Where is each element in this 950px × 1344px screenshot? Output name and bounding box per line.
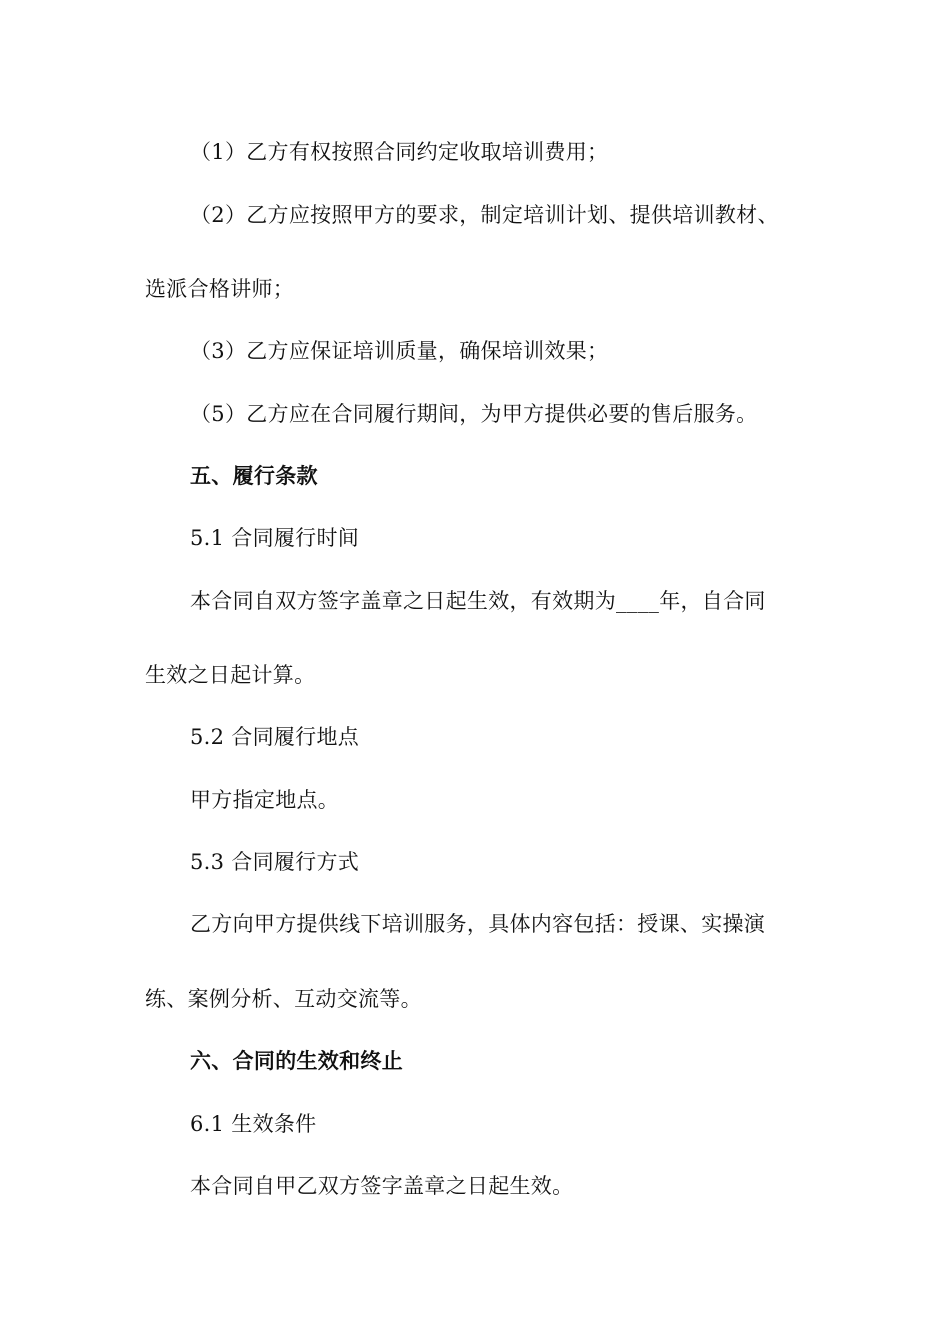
clause-item-5: （5）乙方应在合同履行期间，为甲方提供必要的售后服务。 [190,402,758,426]
paragraph-5-1: 本合同自双方签字盖章之日起生效，有效期为____年，自合同 [190,589,766,613]
subsection-heading-5-2: 5.2 合同履行地点 [190,725,360,749]
paragraph-6-1: 本合同自甲乙双方签字盖章之日起生效。 [190,1174,574,1198]
subsection-heading-6-1: 6.1 生效条件 [190,1112,317,1136]
clause-item-3: （3）乙方应保证培训质量，确保培训效果； [190,339,609,363]
subsection-heading-5-1: 5.1 合同履行时间 [190,526,360,550]
paragraph-5-2: 甲方指定地点。 [190,788,340,812]
subsection-heading-5-3: 5.3 合同履行方式 [190,850,360,874]
clause-item-2-continued: 选派合格讲师； [145,277,295,301]
paragraph-5-3: 乙方向甲方提供线下培训服务，具体内容包括：授课、实操演 [190,912,766,936]
clause-item-1: （1）乙方有权按照合同约定收取培训费用； [190,140,609,164]
paragraph-5-3-continued: 练、案例分析、互动交流等。 [145,987,422,1011]
clause-item-2: （2）乙方应按照甲方的要求，制定培训计划、提供培训教材、 [190,203,779,227]
section-heading-6: 六、合同的生效和终止 [190,1048,403,1073]
paragraph-5-1-continued: 生效之日起计算。 [145,663,316,687]
section-heading-5: 五、履行条款 [190,463,318,488]
